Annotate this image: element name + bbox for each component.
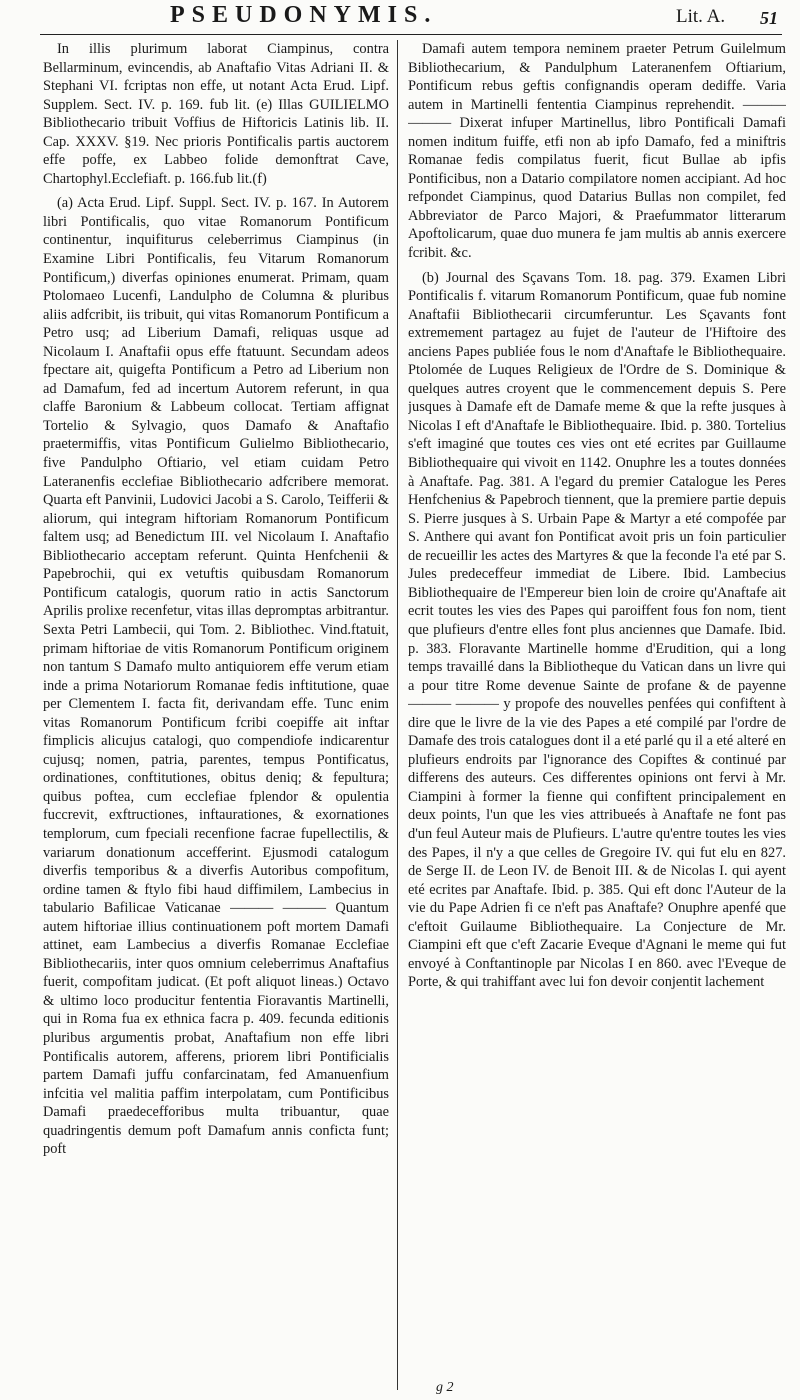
right-continuation-paragraph: Damafi autem tempora neminem praeter Petrum Guilelmum Bibliothecarium, & Pandulphum Lateranenfem Oftiarium, Pontificum rebus geftis confignandis operam dediffe. Varia autem in Martinelli fententia Ciampinus reprehendit. ——— ——— Dixerat infuper Martinellus, libro Pontificali Damafi nomen inditum fuiffe, etfi non ab ipfo Damafo, fed a miniftris Romanae fedis compilatus fuerit, ficut Bullae ab ipfis Pontificibus, non a Datario compilatore nomen accipiant. Ad hoc refpondet Ciampinus, quod Datarius Bullas non compilet, fed Abbreviator de Parco Majori, & Praefummator litterarum Apoftolicarum, quae duo munera fe jam multis ab annis exercere fcribit. &c. — [408, 41, 786, 262]
signature-mark: g 2 — [436, 1380, 454, 1395]
running-header — [40, 0, 780, 34]
page-number: 51 — [760, 8, 778, 28]
section-label: Lit. A. — [676, 6, 726, 27]
left-column — [43, 40, 389, 1395]
left-footnote-a: (a) Acta Erud. Lipf. Suppl. Sect. IV. p. 167. In Autorem libri Pontificalis, quo vitae Romanorum Pontificum continentur, inquifiturus celeberrimus Ciampinus (in Examine Libri Pontificalis, feu Vitarum Romanorum Pontificum,) diverfas opiniones enumerat. Primam, quam Ptolomaeo Lucenfi, Landulpho de Columna & pluribus aliis adfcribit, iis tribuit, qui vitas Romanorum Pontificum a Petro usq; ad Liberium Damafi, reliquas usque ad Nicolaum I. Anaftafii opus effe ftatuunt. Secundam adeos fpectare ait, quigefta Pontificum a Petro ad Liberium non ad Damafum, fed ad incertum Autorem referunt, in qua claffe Baronium & Labbeum collocat. Tertiam affignat Tortelio & Sylvagio, quos Damafo & Anaftafio praetermiffis, vitas Pontificum Gulielmo Bibliothecario, five Pandulpho Oftiario, vel etiam cuidam Petro Lateranenfis ecclefiae Bibliothecario adfcribere memorat. Quarta eft Panvinii, Ludovici Jacobi a S. Carolo, Teifferii & aliorum, qui integram hiftoriam Romanorum Pontificum faltem usq; ad Benedictum III. vel Nicolaum I. Anaftafio Bibliothecario acceptam referunt. Quinta Henfchenii & Papebrochii, qui ex vetuftis quibusdam Romanorum Pontificum catalogis, quorum ratio in actis Sanctorum Aprilis prolixe recenfetur, vitas illas depromptas arbitrantur. Sexta Petri Lambecii, qui Tom. 2. Bibliothec. Vind.ftatuit, primam hiftoriae de vitis Romanorum Pontificum originem non tantum S Damafo multo antiquiorem effe verum etiam inde a prima Notariorum Romanae fedis inftitutione, quae per Clementem I. facta fit, derivandam effe. Tunc enim vitas Romanorum Pontificum fcribi coepiffe ait inftar fimplicis alicujus catalogi, quo compendiofe indicarentur cujusq; nomen, patria, parentes, tempus Pontificatus, ordinationes, conftitutiones, obitus deniq; & fepultura; quibus poftea, cum ecclefiae fplendor & opulentia fuccrevit, exftructiones, inftaurationes, & exornationes templorum, cum fpeciali recenfione facrae fupellectilis, & variarum donationum accefferint. Ejusmodi catalogum diverfis temporibus & a diverfis Autoribus compofitum, ordine tamen & ftylo fibi haud diffimilem, Lambecius in tabulario Bafilicae Vaticanae ——— ——— Quantum autem hiftoriae illius continuationem poft mortem Damafi attinet, eam Lambecius a diverfis Romanae Ecclefiae Bibliothecariis, inter quos omnium celeberrimus Anaftafius fuerit, compofitam judicat. (Et poft aliquot lineas.) Octavo & ultimo loco producitur fententia Fioravantis Martinelli, qui in Roma fua ex ethnica facra p. 409. fecunda editionis pluribus argumentis probat, Anaftafium non effe libri Pontificalis autorem, afferens, priorem libri Pontificialis partem Damafi juffu confarcinatam, fed Amanuenfium infcitia vel malitia paffim interpolatam, cum Pontificibus Damafi praedecefforibus multa tribuantur, quae quadringentis demum poft Damafum annis conficta funt; poft — [43, 195, 389, 1158]
column-divider — [397, 40, 398, 1390]
running-title: PSEUDONYMIS. — [170, 2, 438, 28]
header-rule — [40, 34, 782, 35]
left-main-paragraph: In illis plurimum laborat Ciampinus, contra Bellarminum, evincendis, ab Anaftafio Vitas Adriani II. & Stephani VI. fcriptas non effe, ut notant Acta Erud. Lipf. Supplem. Sect. IV. p. 169. fub lit. (e) Illas GUILIELMO Bibliothecario tribuit Voffius de Hiftoricis Latinis lib. II. Cap. XXXV. §19. Nec prioris Pontificalis partis auctorem effe poffe, ex Labbeo folide demonftrat Cave, Chartophyl.Ecclefiaft. p. 166.fub lit.(f) — [43, 41, 389, 187]
right-column — [408, 40, 786, 1395]
right-footnote-b: (b) Journal des Sçavans Tom. 18. pag. 379. Examen Libri Pontificalis f. vitarum Romanorum Pontificum, quae fub nomine Anaftafii Bibliothecarii circumferuntur. Les Sçavants font extremement partagez au fujet de l'auteur de l'Hiftoire des anciens Papes publiée fous le nom d'Anaftafe le Bibliothequaire. Ptolomée de Luques Religieux de l'Ordre de S. Dominique & quelques autres croyent que le commencement depuis S. Pere jusques à Damafe eft de Damafe meme & que la refte jusques à Nicolas I eft d'Anaftafe le Bibliothequaire. Ibid. p. 380. Tortelius s'eft imaginé que toutes ces vies ont eté ecrites par Guillaume Bibliothequaire qui vivoit en 1142. Onuphre les a toutes données à Anaftafe. Pag. 381. A l'egard du premier Catalogue les Peres Henfchenius & Papebroch tiennent, que la premiere partie depuis S. Pierre jusques à S. Urbain Pape & Martyr a eté compofée par S. Anthere qui avant fon Pontificat avoit pris un foin particulier de recueillir les actes des Martyres & que la feconde l'a eté par S. Jules predeceffeur immediat de Libere. Ibid. Lambecius Bibliothequaire de l'Empereur bien loin de croire qu'Anaftafe ait ecrit toutes les vies des Papes qui paroiffent fous fon nom, tient que plufieurs d'entre elles font plus anciennes que Damafe. Ibid. p. 383. Floravante Martinelle homme d'Erudition, qui a long temps travaillé dans la Bibliotheque du Vatican dans un livre qui a pour titre Rome devenue Sainte de profane & de payenne ——— ——— y propofe des nouvelles penfées qui confiftent à dire que le livre de la vie des Papes a eté compilé par l'ordre de Damafe des trois catalogues dont il a eté parlé qu il a eté alteré en plufieurs endroits par l'ignorance des Copiftes & continué par differens des auteurs. Ces differentes opinions ont fervi à Mr. Ciampini à former la fienne qui confiftent principalement en deux points, l'un que les vies attribueés à Anaftafe ne font pas d'un feul Auteur mais de Plufieurs. L'autre qu'entre toutes les vies des Papes, il n'y a que celles de Gregoire IV. qui fut elu en 827. de Serge II. de Leon IV. de Benoit III. & de Nicolas I. qui ayent eté ecrites par Anaftafe. Ibid. p. 385. Qui eft donc l'Auteur de la vie du Pape Adrien fi ce n'eft pas Anaftafe? Onuphre apenfé que c'eftoit Guilaume Bibliothequaire. La Conjecture de Mr. Ciampini eft que c'eft Zacarie Eveque d'Agnani le meme qui fut envoyé à Conftantinople par Nicolas I en 860. avec l'Eveque de Porte, & qui trahiffant avec lui fon devoir conjentit lachement — [408, 269, 786, 991]
